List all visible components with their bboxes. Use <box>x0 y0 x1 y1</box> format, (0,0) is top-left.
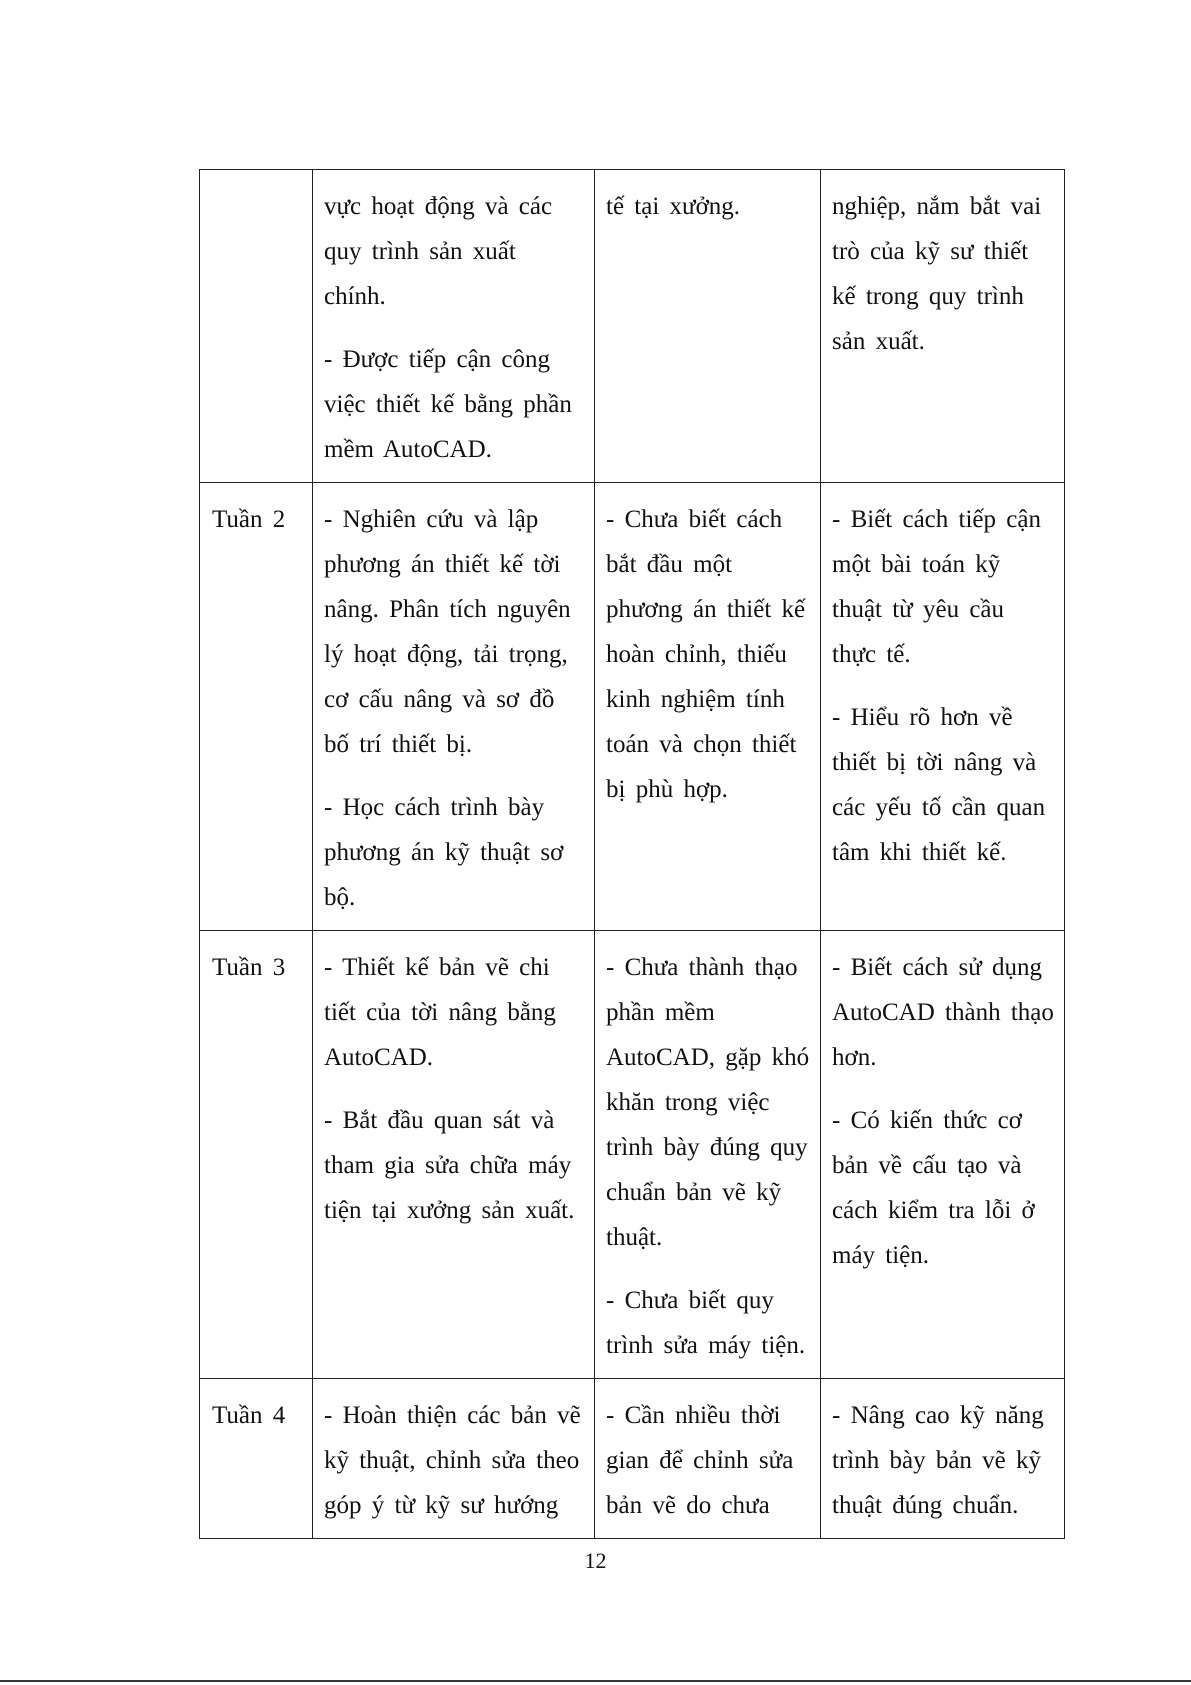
cell-paragraph: - Biết cách sử dụng AutoCAD thành thạo hơn. <box>832 954 1054 1071</box>
cell-paragraph: - Có kiến thức cơ bản về cấu tạo và cách kiểm tra lỗi ở máy tiện. <box>832 1107 1035 1269</box>
cell-paragraph: - Chưa biết cách bắt đầu một phương án thiết kế hoàn chỉnh, thiếu kinh nghiệm tính toán và chọn thiết bị phù hợp. <box>606 506 806 803</box>
cell-paragraph: - Hoàn thiện các bản vẽ kỹ thuật, chỉnh sửa theo góp ý từ kỹ sư hướng <box>324 1402 581 1519</box>
work-cell <box>313 931 595 1379</box>
result-cell <box>821 931 1065 1379</box>
week-cell: Tuần 4 <box>200 1379 313 1539</box>
week-cell <box>200 170 313 483</box>
week-cell: Tuần 3 <box>200 931 313 1379</box>
difficulty-cell <box>595 170 821 483</box>
cell-paragraph: - Thiết kế bản vẽ chi tiết của tời nâng bằng AutoCAD. <box>324 954 556 1071</box>
difficulty-cell <box>595 931 821 1379</box>
table-row <box>200 1379 1065 1539</box>
cell-paragraph: - Nâng cao kỹ năng trình bày bản vẽ kỹ thuật đúng chuẩn. <box>832 1402 1044 1519</box>
cell-paragraph: - Biết cách tiếp cận một bài toán kỹ thuật từ yêu cầu thực tế. <box>832 506 1041 668</box>
cell-paragraph: tế tại xưởng. <box>606 193 741 220</box>
work-cell <box>313 483 595 931</box>
cell-paragraph: - Bắt đầu quan sát và tham gia sửa chữa máy tiện tại xưởng sản xuất. <box>324 1107 575 1224</box>
cell-paragraph: - Cần nhiều thời gian để chỉnh sửa bản vẽ do chưa <box>606 1402 794 1519</box>
cell-paragraph: - Được tiếp cận công việc thiết kế bằng phần mềm AutoCAD. <box>324 346 572 463</box>
table-row <box>200 170 1065 483</box>
result-cell <box>821 483 1065 931</box>
cell-paragraph: vực hoạt động và các quy trình sản xuất chính. <box>324 193 553 310</box>
result-cell <box>821 1379 1065 1539</box>
table-row <box>200 483 1065 931</box>
difficulty-cell <box>595 1379 821 1539</box>
result-cell <box>821 170 1065 483</box>
difficulty-cell <box>595 483 821 931</box>
cell-paragraph: - Nghiên cứu và lập phương án thiết kế tời nâng. Phân tích nguyên lý hoạt động, tải trọng, cơ cấu nâng và sơ đồ bố trí thiết bị. <box>324 506 571 758</box>
cell-paragraph: - Học cách trình bày phương án kỹ thuật sơ bộ. <box>324 794 564 911</box>
work-cell <box>313 170 595 483</box>
page-number: 12 <box>584 1548 607 1573</box>
page-bottom-rule <box>0 1680 1191 1682</box>
cell-paragraph: - Chưa biết quy trình sửa máy tiện. <box>606 1287 806 1359</box>
table-row <box>200 931 1065 1379</box>
cell-paragraph: - Chưa thành thạo phần mềm AutoCAD, gặp khó khăn trong việc trình bày đúng quy chuẩn bản vẽ kỹ thuật. <box>606 954 810 1251</box>
cell-paragraph: nghiệp, nắm bắt vai trò của kỹ sư thiết kế trong quy trình sản xuất. <box>832 193 1042 355</box>
internship-weekly-table <box>199 169 1065 1539</box>
week-cell: Tuần 2 <box>200 483 313 931</box>
work-cell <box>313 1379 595 1539</box>
cell-paragraph: - Hiểu rõ hơn về thiết bị tời nâng và các yếu tố cần quan tâm khi thiết kế. <box>832 704 1046 866</box>
